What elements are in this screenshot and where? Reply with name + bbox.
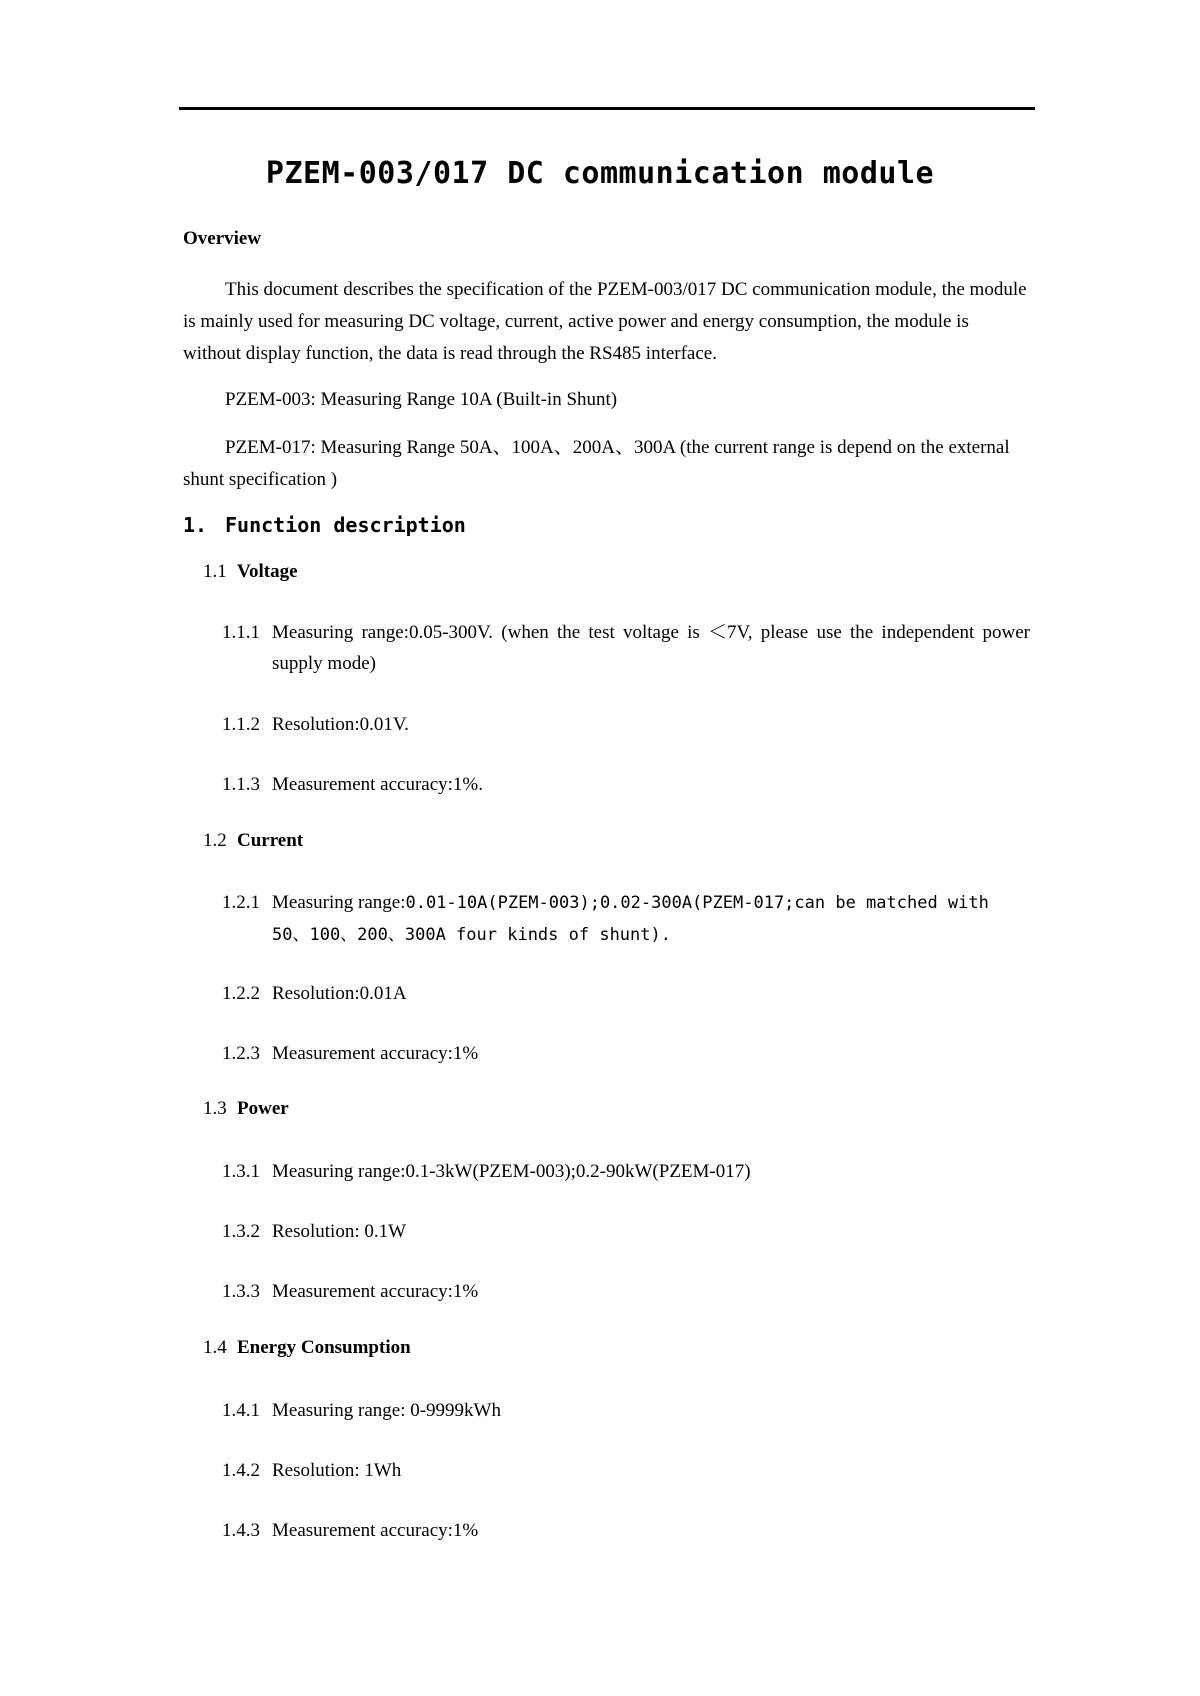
item-number: 1.2.3: [222, 1043, 260, 1064]
spec-item: [222, 1276, 1030, 1307]
spec-item: [222, 1515, 1030, 1546]
overview-pzem003: PZEM-003: Measuring Range 10A (Built-in Shunt): [225, 389, 618, 410]
item-text: Measuring range:0.05-300V. (when the test voltage is ＜7V, please use the independent power supply mode): [272, 622, 1030, 674]
item-number: 1.4.3: [222, 1520, 260, 1541]
section-number: 1.: [183, 513, 208, 537]
item-text: [272, 887, 1030, 951]
subsection-label: Power: [237, 1098, 289, 1119]
spec-item: [222, 1395, 1030, 1426]
item-text: Measurement accuracy:1%: [272, 1520, 479, 1541]
spec-item: [222, 978, 1030, 1009]
subsection-number: 1.3: [203, 1098, 227, 1119]
subsection-label: Current: [237, 830, 304, 851]
overview-heading: Overview: [183, 228, 262, 249]
section-title: Function description: [225, 513, 466, 537]
item-number: 1.1.2: [222, 714, 260, 735]
item-text: Measurement accuracy:1%: [272, 1043, 479, 1064]
subsection-number: 1.1: [203, 561, 227, 582]
document-title: PZEM-003/017 DC communication module: [265, 156, 935, 191]
subsection-current: [203, 830, 303, 852]
item-text: Measurement accuracy:1%.: [272, 774, 484, 795]
spec-item: [222, 887, 1030, 951]
item-number: 1.4.2: [222, 1460, 260, 1481]
item-number: 1.3.2: [222, 1221, 260, 1242]
item-text-label: Measuring range:: [272, 892, 406, 913]
item-text: Resolution:0.01A: [272, 983, 407, 1004]
overview-intro: This document describes the specification of the PZEM-003/017 DC communication module, the module is mainly used for measuring DC voltage, current, active power and energy consumption, the module is without display function, the data is read through the RS485 interface.: [183, 279, 1027, 364]
item-text: Resolution: 1Wh: [272, 1460, 402, 1481]
spec-item: [222, 617, 1030, 679]
spec-item: [222, 1216, 1030, 1247]
header-rule: [179, 107, 1035, 110]
spec-item: [222, 769, 1030, 800]
item-text: Measurement accuracy:1%: [272, 1281, 479, 1302]
subsection-energy: [203, 1337, 411, 1359]
item-text: Measuring range: 0-9999kWh: [272, 1400, 501, 1421]
spec-item: [222, 709, 1030, 740]
item-number: 1.2.1: [222, 892, 260, 913]
item-text: Resolution:0.01V.: [272, 714, 409, 735]
item-text: Measuring range:0.1-3kW(PZEM-003);0.2-90kW(PZEM-017): [272, 1161, 751, 1182]
spec-item: [222, 1455, 1030, 1486]
item-text: Resolution: 0.1W: [272, 1221, 407, 1242]
spec-item: [222, 1038, 1030, 1069]
item-number: 1.1.1: [222, 622, 260, 643]
item-number: 1.2.2: [222, 983, 260, 1004]
subsection-power: [203, 1098, 289, 1120]
item-number: 1.3.3: [222, 1281, 260, 1302]
item-number: 1.4.1: [222, 1400, 260, 1421]
item-number: 1.1.3: [222, 774, 260, 795]
subsection-label: Energy Consumption: [237, 1337, 411, 1358]
overview-pzem017: PZEM-017: Measuring Range 50A、100A、200A、300A (the current range is depend on the external shunt specification ): [183, 437, 1010, 490]
item-number: 1.3.1: [222, 1161, 260, 1182]
subsection-voltage: [203, 561, 298, 583]
spec-item: [222, 1156, 1030, 1187]
subsection-number: 1.2: [203, 830, 227, 851]
subsection-number: 1.4: [203, 1337, 227, 1358]
item-text-value: 0.01-10A(PZEM-003);0.02-300A(PZEM-017;can be matched with 50、100、200、300A four kinds of shunt).: [272, 893, 989, 945]
section-1-heading: [183, 513, 466, 537]
subsection-label: Voltage: [237, 561, 298, 582]
